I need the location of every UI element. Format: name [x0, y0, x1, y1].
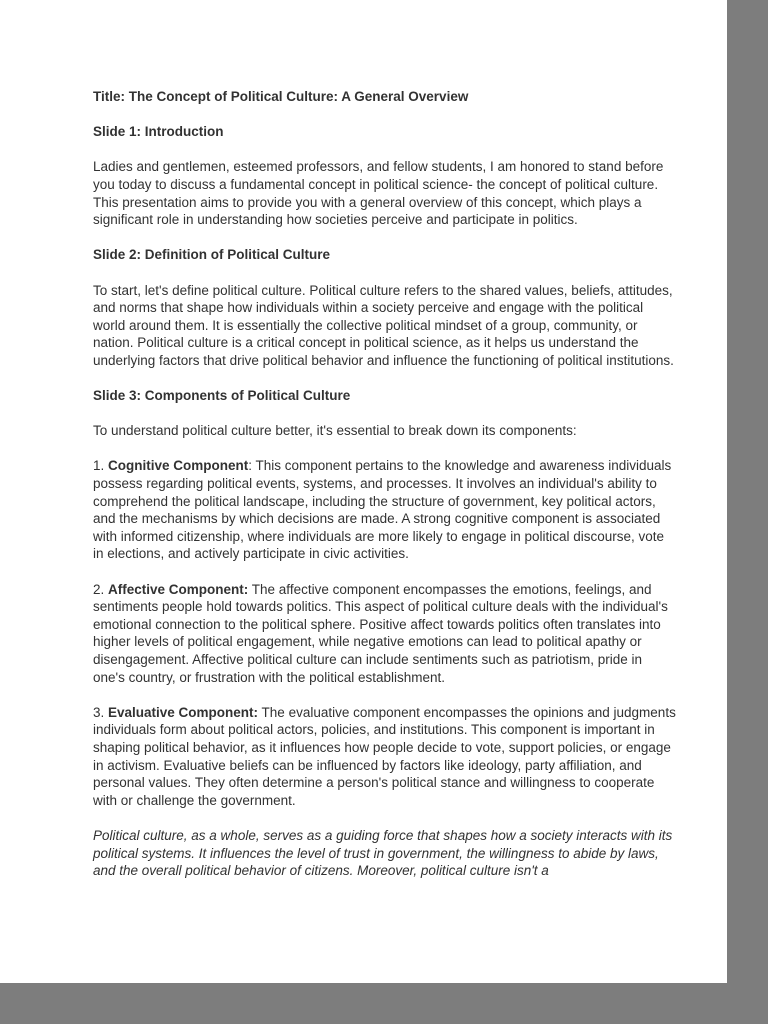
slide2-paragraph: To start, let's define political culture. Political culture refers to the shared values, beliefs, attitudes, and norms that shape how individuals within a society perceive and engage with the political world around them. It is essentially the collective political mindset of a group, community, or nation. Political culture is a critical concept in political science, as it helps us understand the underlying factors that drive political behavior and influence the functioning of political institutions. [93, 282, 674, 368]
item-text: The affective component encompasses the emotions, feelings, and sentiments people hold towards politics. This aspect of political culture deals with the individual's emotional connection to the political sphere. Positive affect towards politics often translates into higher levels of political engagement, while negative emotions can lead to political apathy or disengagement. Affective political culture can include sentiments such as patriotism, pride in one's country, or frustration with the political establishment. [93, 581, 668, 685]
item-term: Evaluative Component: [108, 704, 259, 720]
slide1-heading: Slide 1: Introduction [93, 124, 224, 140]
slide3-heading: Slide 3: Components of Political Culture [93, 388, 351, 404]
component-item-affective [93, 581, 676, 687]
slide2-heading: Slide 2: Definition of Political Culture [93, 247, 331, 263]
item-term: Cognitive Component [108, 458, 249, 474]
component-item-cognitive [93, 457, 676, 563]
item-number: 1. [93, 458, 109, 474]
item-text: The evaluative component encompasses the opinions and judgments individuals form about political actors, policies, and institutions. This component is important in shaping political behavior, as it influences how people decide to vote, support policies, or engage in activism. Evaluative beliefs can be influenced by factors like ideology, party affiliation, and personal values. They often determine a person's political stance and willingness to cooperate with or challenge the government. [93, 704, 676, 808]
slide1-paragraph: Ladies and gentlemen, esteemed professors, and fellow students, I am honored to stand before you today to discuss a fundamental concept in political science- the concept of political culture. This presentation aims to provide you with a general overview of this concept, which plays a significant role in understanding how societies perceive and participate in politics. [93, 159, 664, 228]
item-term: Affective Component: [108, 581, 249, 597]
component-item-evaluative [93, 704, 676, 810]
closing-paragraph: Political culture, as a whole, serves as a guiding force that shapes how a society interacts with its political systems. It influences the level of trust in government, the willingness to abide by laws, and the overall political behavior of citizens. Moreover, political culture isn't a [93, 827, 673, 879]
item-text: : This component pertains to the knowledge and awareness individuals possess regarding political events, systems, and processes. It involves an individual's ability to comprehend the political landscape, including the structure of government, key political actors, and the mechanisms by which decisions are made. A strong cognitive component is associated with informed citizenship, where individuals are more likely to engage in political discourse, vote in elections, and actively participate in civic activities. [93, 458, 672, 562]
item-number: 2. [93, 581, 109, 597]
document-content [93, 88, 676, 897]
item-number: 3. [93, 704, 109, 720]
document-title: Title: The Concept of Political Culture: A General Overview [93, 89, 469, 104]
slide3-intro-paragraph: To understand political culture better, it's essential to break down its components: [93, 423, 577, 439]
